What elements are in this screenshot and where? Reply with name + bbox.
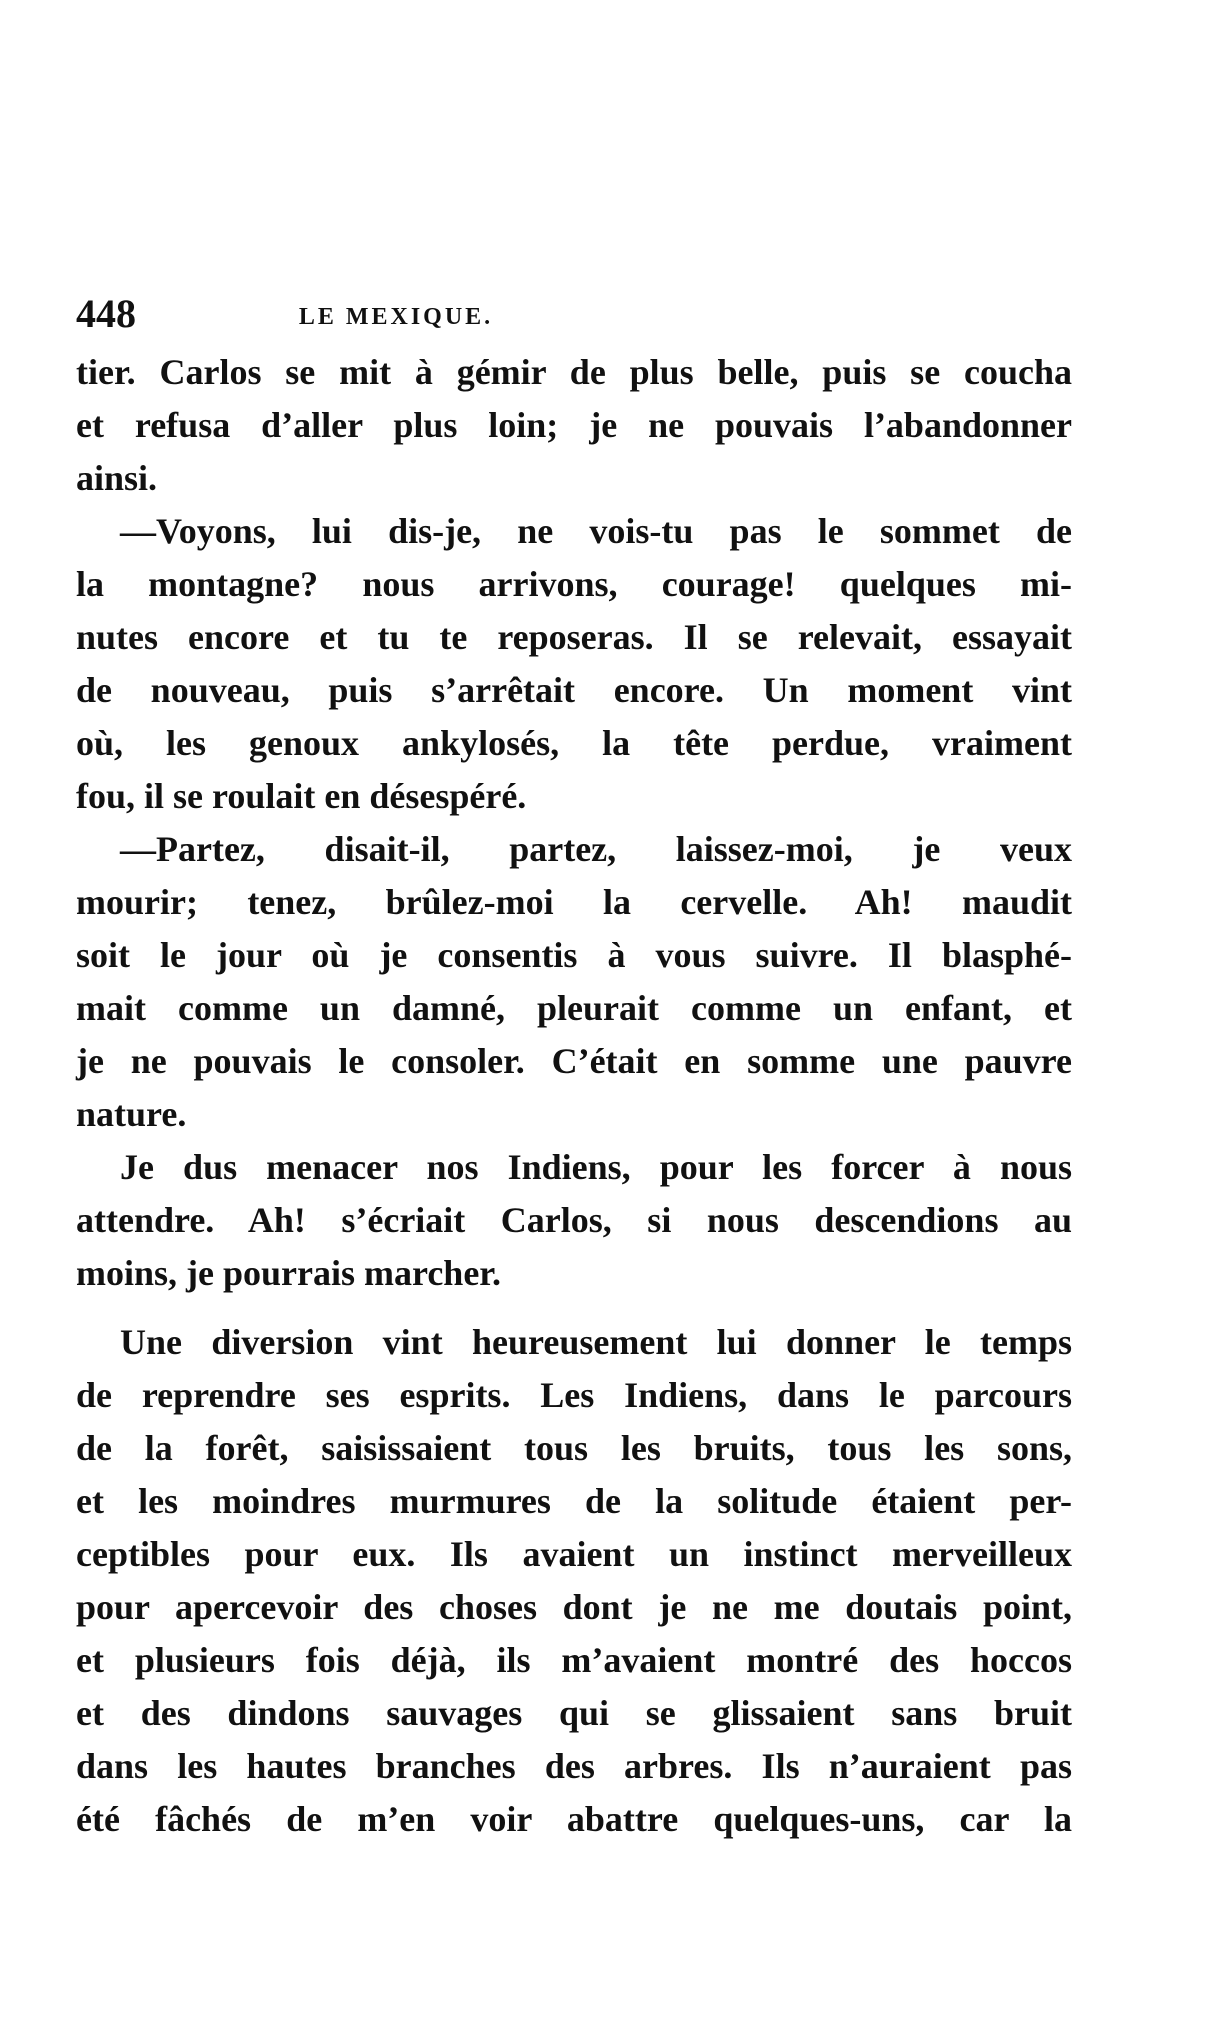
text-line: la montagne? nous arrivons, courage! quelques mi- xyxy=(76,564,1072,604)
text-line: ainsi. xyxy=(76,458,158,498)
page-header xyxy=(76,290,1072,340)
text-line: pour apercevoir des choses dont je ne me doutais point, xyxy=(76,1587,1072,1627)
text-line: moins, je pourrais marcher. xyxy=(76,1253,501,1293)
text-line: Je dus menacer nos Indiens, pour les forcer à nous xyxy=(120,1147,1072,1187)
text-line: je ne pouvais le consoler. C’était en somme une pauvre xyxy=(76,1041,1072,1081)
text-line: —Voyons, lui dis-je, ne vois-tu pas le sommet de xyxy=(120,511,1072,551)
text-line: attendre. Ah! s’écriait Carlos, si nous descendions au xyxy=(76,1200,1072,1240)
text-line: tier. Carlos se mit à gémir de plus belle, puis se coucha xyxy=(76,352,1072,392)
text-line: soit le jour où je consentis à vous suivre. Il blasphé- xyxy=(76,935,1072,975)
text-line: Une diversion vint heureusement lui donner le temps xyxy=(120,1322,1072,1362)
text-line: —Partez, disait-il, partez, laissez-moi, je veux xyxy=(120,829,1072,869)
text-line: et les moindres murmures de la solitude étaient per- xyxy=(76,1481,1072,1521)
running-title: LE MEXIQUE. xyxy=(298,304,494,330)
page-body-text xyxy=(76,346,1072,1846)
page-number: 448 xyxy=(76,291,136,336)
text-line: et plusieurs fois déjà, ils m’avaient montré des hoccos xyxy=(76,1640,1072,1680)
text-line: nature. xyxy=(76,1094,187,1134)
text-line: et refusa d’aller plus loin; je ne pouvais l’abandonner xyxy=(76,405,1072,445)
text-line: fou, il se roulait en désespéré. xyxy=(76,776,527,816)
text-line: et des dindons sauvages qui se glissaient sans bruit xyxy=(76,1693,1072,1733)
text-line: de nouveau, puis s’arrêtait encore. Un moment vint xyxy=(76,670,1072,710)
text-line: de reprendre ses esprits. Les Indiens, dans le parcours xyxy=(76,1375,1072,1415)
text-line: de la forêt, saisissaient tous les bruits, tous les sons, xyxy=(76,1428,1072,1468)
text-line: où, les genoux ankylosés, la tête perdue, vraiment xyxy=(76,723,1072,763)
paragraph-gap xyxy=(76,1300,1072,1316)
text-line: dans les hautes branches des arbres. Ils n’auraient pas xyxy=(76,1746,1072,1786)
text-line: ceptibles pour eux. Ils avaient un instinct merveilleux xyxy=(76,1534,1072,1574)
text-line: nutes encore et tu te reposeras. Il se relevait, essayait xyxy=(76,617,1072,657)
text-line: mourir; tenez, brûlez-moi la cervelle. Ah! maudit xyxy=(76,882,1072,922)
text-line: mait comme un damné, pleurait comme un enfant, et xyxy=(76,988,1072,1028)
text-line: été fâchés de m’en voir abattre quelques-uns, car la xyxy=(76,1799,1072,1839)
